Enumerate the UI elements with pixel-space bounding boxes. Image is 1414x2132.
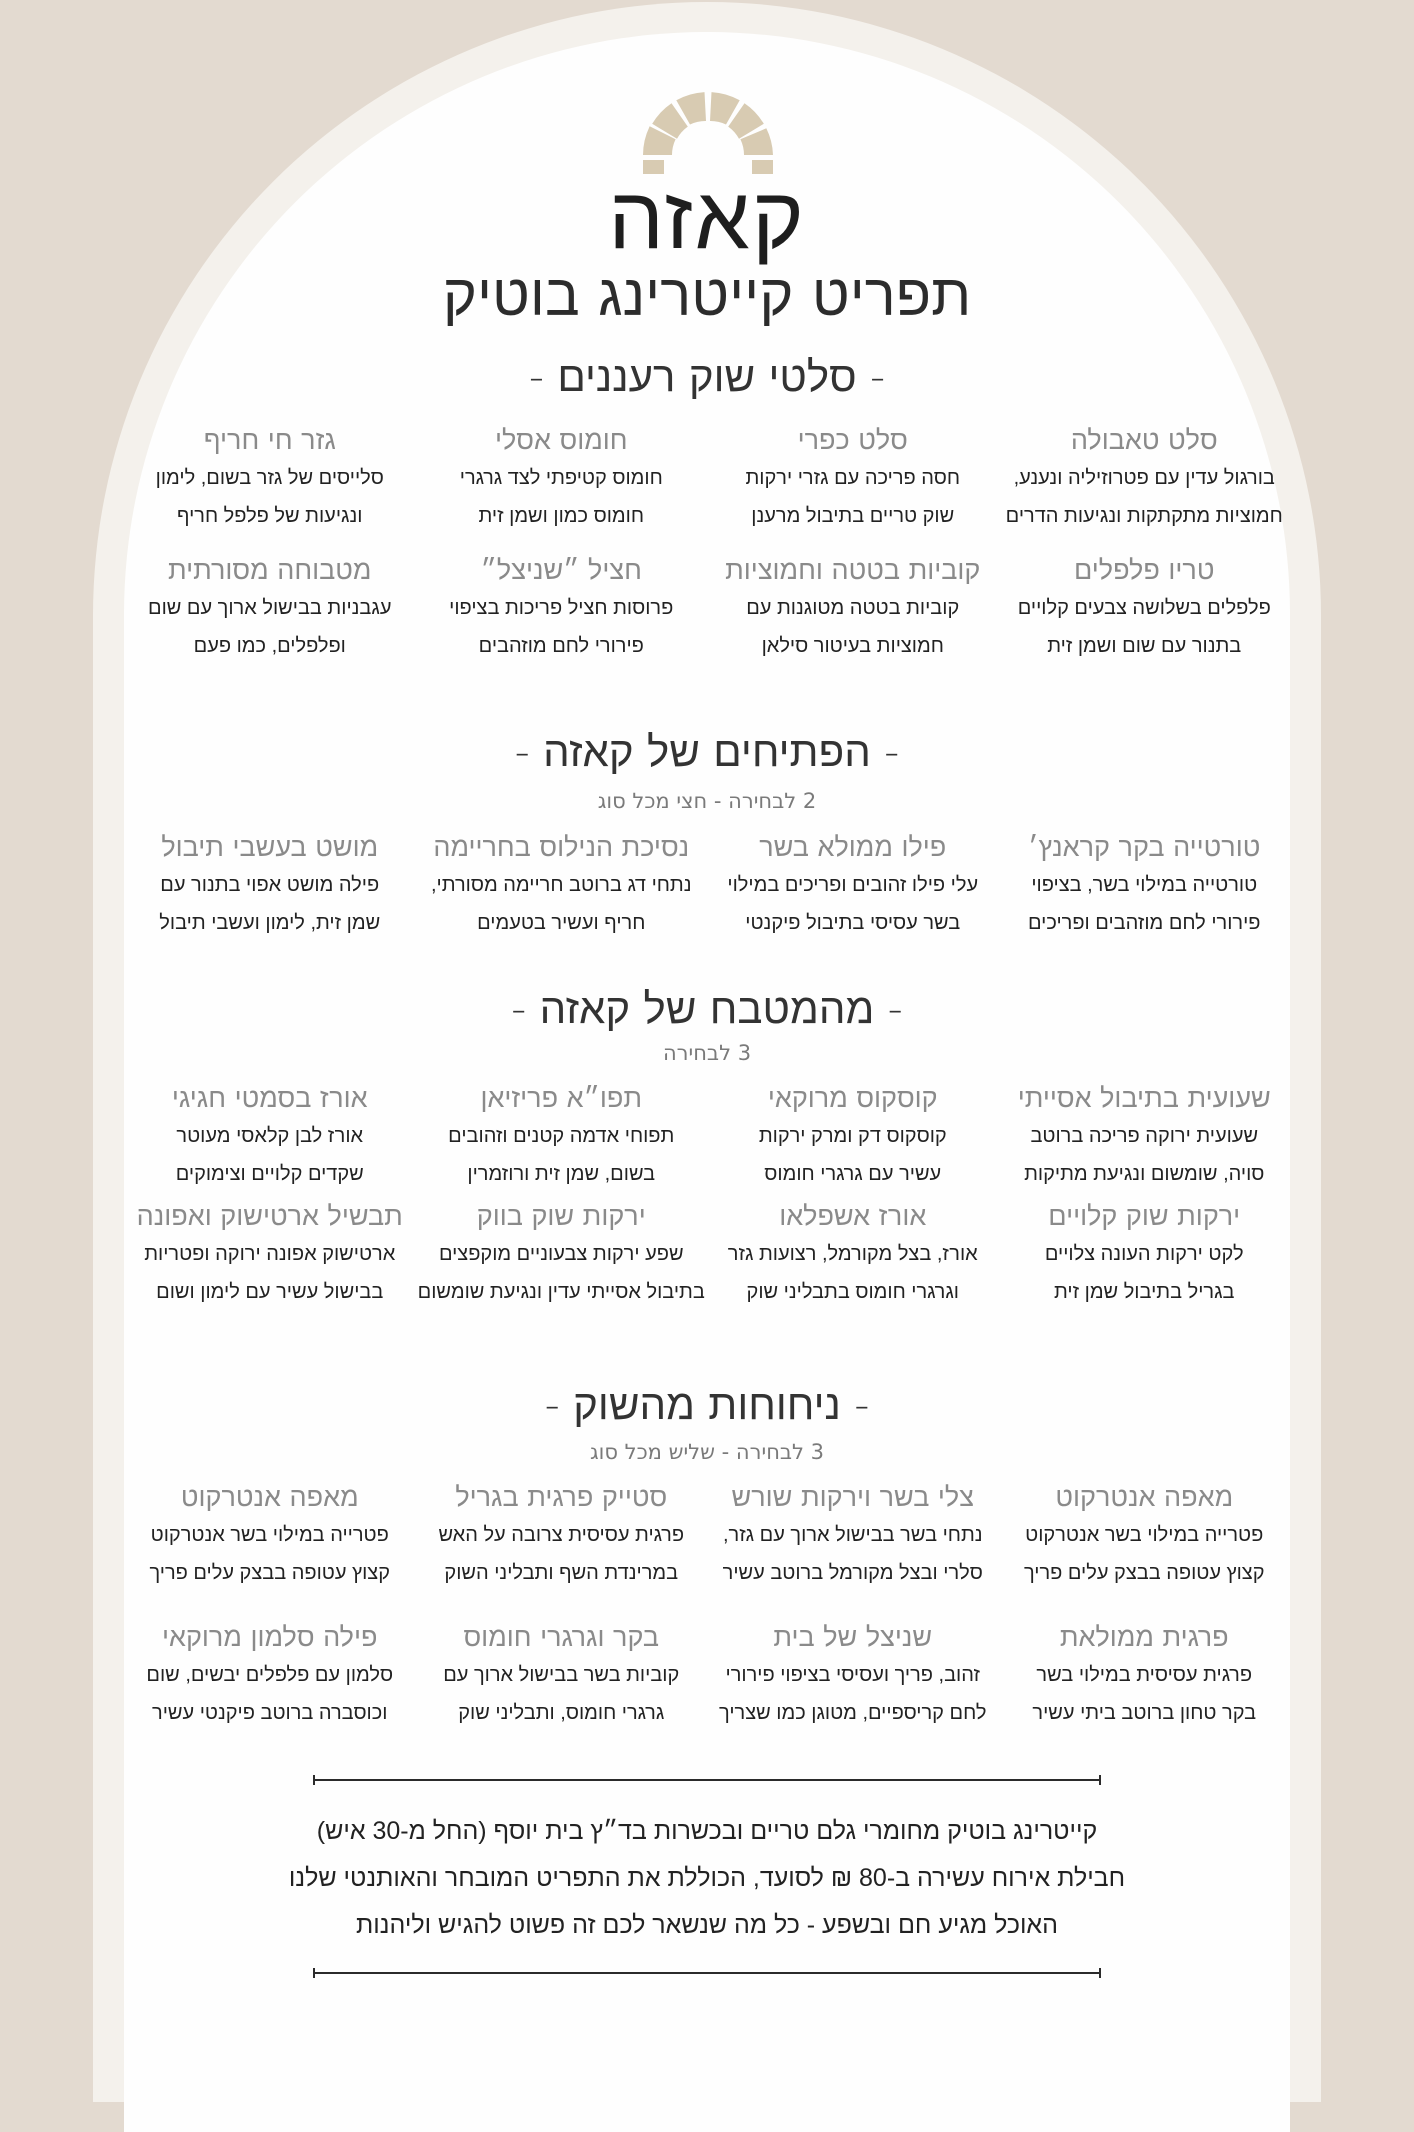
item-name: סטייק פרגית בגריל bbox=[455, 1482, 668, 1513]
item-desc: ארטישוק אפונה ירוקה ופטריות bbox=[144, 1243, 396, 1265]
item-name: ירקות שוק קלויים bbox=[1048, 1201, 1241, 1232]
item-name: מאפה אנטרקוט bbox=[1055, 1482, 1234, 1513]
item-desc: בגריל בתיבול שמן זית bbox=[1053, 1281, 1235, 1303]
item-desc: בתנור עם שום ושמן זית bbox=[1047, 635, 1242, 657]
item-desc: ופלפלים, כמו פעם bbox=[193, 635, 346, 657]
item-name: טורטייה בקר קראנץ׳ bbox=[1028, 832, 1261, 863]
menu-item bbox=[124, 423, 416, 535]
item-desc: שעועית ירוקה פריכה ברוטב bbox=[1030, 1125, 1259, 1147]
footer-line: קייטרינג בוטיק מחומרי גלם טריים ובכשרות בד״ץ בית יוסף (החל מ-30 איש) bbox=[316, 1817, 1098, 1845]
item-desc: חומוס קטיפתי לצד גרגרי bbox=[459, 467, 663, 489]
menu-item bbox=[707, 553, 999, 665]
item-desc: תפוחי אדמה קטנים וזהובים bbox=[448, 1125, 675, 1147]
item-desc: וגרגרי חומוס בתבליני שוק bbox=[746, 1281, 959, 1303]
item-desc: סלייסים של גזר בשום, לימון bbox=[155, 467, 384, 489]
item-desc: שוק טריים בתיבול מרענן bbox=[751, 505, 955, 527]
item-name: בקר וגרגרי חומוס bbox=[463, 1622, 660, 1653]
item-desc: פרגית עסיסית צרובה על האש bbox=[438, 1524, 685, 1546]
item-desc: טורטייה במילוי בשר, בציפוי bbox=[1031, 874, 1258, 896]
kitchen-grid bbox=[124, 1081, 1290, 1311]
section-title-starters: - הפתיחים של קאזה - bbox=[514, 727, 900, 776]
section-title-kitchen: - מהמטבח של קאזה - bbox=[511, 984, 903, 1033]
item-desc: שפע ירקות צבעוניים מוקפצים bbox=[438, 1243, 684, 1265]
menu-item bbox=[124, 1620, 416, 1732]
item-name: מאפה אנטרקוט bbox=[180, 1482, 359, 1513]
starters-grid bbox=[124, 830, 1290, 942]
menu-item bbox=[124, 553, 416, 665]
item-name: תפו״א פריזיאן bbox=[480, 1083, 643, 1114]
divider-top bbox=[313, 1779, 1101, 1781]
item-desc: וכוסברה ברוטב פיקנטי עשיר bbox=[152, 1702, 388, 1724]
item-desc: בתיבול אסייתי עדין ונגיעת שומשום bbox=[417, 1281, 705, 1303]
section-title-market: - ניחוחות מהשוק - bbox=[544, 1380, 870, 1429]
item-desc: בשר עסיסי בתיבול פיקנטי bbox=[745, 912, 961, 934]
item-desc: חומוס כמון ושמן זית bbox=[478, 505, 645, 527]
item-name: קוסקוס מרוקאי bbox=[767, 1083, 938, 1114]
item-name: קוביות בטטה וחמוציות bbox=[725, 555, 981, 586]
item-desc: עלי פילו זהובים ופריכים במילוי bbox=[727, 874, 979, 896]
item-desc: ונגיעות של פלפל חריף bbox=[177, 505, 363, 527]
section-title-salads: - סלטי שוק רעננים - bbox=[528, 352, 886, 401]
item-desc: לחם קריספיים, מטוגן כמו שצריך bbox=[719, 1702, 987, 1724]
section-note-starters: 2 לבחירה - חצי מכל סוג bbox=[597, 789, 817, 813]
item-desc: פרוסות חציל פריכות בציפוי bbox=[449, 597, 674, 619]
item-desc: במרינדת השף ותבליני השוק bbox=[444, 1562, 679, 1584]
menu-item bbox=[999, 1081, 1291, 1193]
item-desc: קוביות בשר בבישול ארוך עם bbox=[443, 1664, 680, 1686]
menu-item bbox=[707, 830, 999, 942]
item-desc: חריף ועשיר בטעמים bbox=[477, 912, 646, 934]
menu-item bbox=[416, 830, 708, 942]
item-desc: חמוציות בעיטור סילאן bbox=[761, 635, 944, 657]
item-name: חציל ״שניצל״ bbox=[480, 555, 642, 586]
menu-item bbox=[416, 1081, 708, 1193]
item-name: ירקות שוק בווק bbox=[476, 1201, 646, 1232]
menu-content bbox=[124, 0, 1290, 2000]
item-desc: בקר טחון ברוטב ביתי עשיר bbox=[1032, 1702, 1257, 1724]
item-desc: חסה פריכה עם גזרי ירקות bbox=[745, 467, 961, 489]
item-desc: פילה מושט אפוי בתנור עם bbox=[160, 874, 380, 896]
item-desc: לקט ירקות העונה צלויים bbox=[1044, 1243, 1244, 1265]
item-name: אורז אשפלאו bbox=[779, 1201, 927, 1232]
menu-item bbox=[707, 1620, 999, 1732]
item-desc: נתחי בשר בבישול ארוך עם גזר, bbox=[722, 1524, 983, 1546]
item-name: טריו פלפלים bbox=[1074, 555, 1215, 586]
item-desc: פלפלים בשלושה צבעים קלויים bbox=[1017, 597, 1271, 619]
menu-item bbox=[707, 1081, 999, 1193]
menu-item bbox=[999, 1480, 1291, 1592]
item-desc: פירורי לחם מוזהבים ופריכים bbox=[1028, 912, 1261, 934]
item-name: סלט טאבולה bbox=[1070, 425, 1218, 456]
item-name: פרגית ממולאת bbox=[1059, 1622, 1229, 1653]
market-grid bbox=[124, 1480, 1290, 1732]
item-name: מטבוחה מסורתית bbox=[168, 555, 372, 586]
menu-item bbox=[999, 553, 1291, 665]
item-desc: קוסקוס דק ומרק ירקות bbox=[758, 1125, 947, 1147]
item-desc: שמן זית, לימון ועשבי תיבול bbox=[159, 912, 381, 934]
menu-item bbox=[999, 1620, 1291, 1732]
item-desc: עגבניות בבישול ארוך עם שום bbox=[148, 597, 392, 619]
item-name: שעועית בתיבול אסייתי bbox=[1017, 1083, 1271, 1114]
item-desc: בבישול עשיר עם לימון ושום bbox=[156, 1281, 384, 1303]
item-desc: סלמון עם פלפלים יבשים, שום bbox=[146, 1664, 394, 1686]
item-desc: אורז, בצל מקורמל, רצועות גזר bbox=[727, 1243, 978, 1265]
footer-line: חבילת אירוח עשירה ב-80 ₪ לסועד, הכוללת את התפריט המובחר והאותנטי שלנו bbox=[288, 1864, 1126, 1892]
item-name: פילה סלמון מרוקאי bbox=[162, 1622, 378, 1653]
menu-item bbox=[124, 830, 416, 942]
menu-item bbox=[416, 553, 708, 665]
menu-item bbox=[124, 1199, 416, 1311]
menu-item bbox=[707, 1480, 999, 1592]
item-name: פילו ממולא בשר bbox=[759, 832, 947, 863]
item-desc: שקדים קלויים וצימוקים bbox=[175, 1163, 364, 1185]
menu-item bbox=[416, 1480, 708, 1592]
section-note-kitchen: 3 לבחירה bbox=[662, 1041, 752, 1065]
section-note-market: 3 לבחירה - שליש מכל סוג bbox=[589, 1440, 825, 1464]
item-name: גזר חי חריף bbox=[203, 425, 336, 456]
item-desc: פטרייה במילוי בשר אנטרקוט bbox=[1025, 1524, 1264, 1546]
item-desc: בשום, שמן זית ורוזמרין bbox=[467, 1163, 656, 1185]
brand-name: קאזה bbox=[608, 166, 806, 269]
menu-item bbox=[416, 1620, 708, 1732]
menu-item bbox=[416, 1199, 708, 1311]
menu-item bbox=[707, 423, 999, 535]
menu-item bbox=[999, 830, 1291, 942]
divider-bottom bbox=[313, 1972, 1101, 1974]
menu-item bbox=[999, 1199, 1291, 1311]
salads-grid bbox=[124, 423, 1290, 665]
menu-subtitle: תפריט קייטרינג בוטיק bbox=[442, 261, 972, 329]
item-name: מושט בעשבי תיבול bbox=[161, 832, 379, 863]
footer-line: האוכל מגיע חם ובשפע - כל מה שנשאר לכם זה פשוט להגיש וליהנות bbox=[356, 1911, 1058, 1939]
item-desc: זהוב, פריך ועסיסי בציפוי פירורי bbox=[725, 1664, 980, 1686]
item-name: נסיכת הנילוס בחריימה bbox=[433, 832, 690, 863]
item-desc: סלרי ובצל מקורמל ברוטב עשיר bbox=[722, 1562, 983, 1584]
item-desc: פטרייה במילוי בשר אנטרקוט bbox=[150, 1524, 389, 1546]
item-desc: עשיר עם גרגרי חומוס bbox=[764, 1163, 942, 1185]
item-name: אורז בסמטי חגיגי bbox=[171, 1083, 368, 1114]
item-desc: חמוציות מתקתקות ונגיעות הדרים bbox=[1005, 505, 1283, 527]
item-name: צלי בשר וירקות שורש bbox=[731, 1482, 974, 1513]
item-desc: נתחי דג ברוטב חריימה מסורתי, bbox=[430, 874, 692, 896]
item-name: חומוס אסלי bbox=[494, 425, 628, 456]
footer-info bbox=[124, 1808, 1290, 1949]
item-desc: קצוץ עטופה בבצק עלים פריך bbox=[149, 1562, 391, 1584]
item-name: תבשיל ארטישוק ואפונה bbox=[136, 1201, 403, 1232]
item-desc: קצוץ עטופה בבצק עלים פריך bbox=[1023, 1562, 1265, 1584]
item-desc: גרגרי חומוס, ותבליני שוק bbox=[458, 1702, 665, 1724]
item-desc: סויה, שומשום ונגיעת מתיקות bbox=[1024, 1163, 1265, 1185]
menu-item bbox=[999, 423, 1291, 535]
menu-item bbox=[416, 423, 708, 535]
item-name: שניצל של בית bbox=[773, 1622, 933, 1653]
menu-item bbox=[707, 1199, 999, 1311]
item-desc: פרגית עסיסית במילוי בשר bbox=[1036, 1664, 1253, 1686]
menu-item bbox=[124, 1480, 416, 1592]
item-name: סלט כפרי bbox=[797, 425, 908, 456]
menu-item bbox=[124, 1081, 416, 1193]
item-desc: אורז לבן קלאסי מעוטר bbox=[176, 1125, 364, 1147]
item-desc: בורגול עדין עם פטרוזיליה ונענע, bbox=[1013, 467, 1275, 489]
item-desc: קוביות בטטה מטוגנות עם bbox=[746, 597, 960, 619]
item-desc: פירורי לחם מוזהבים bbox=[478, 635, 644, 657]
